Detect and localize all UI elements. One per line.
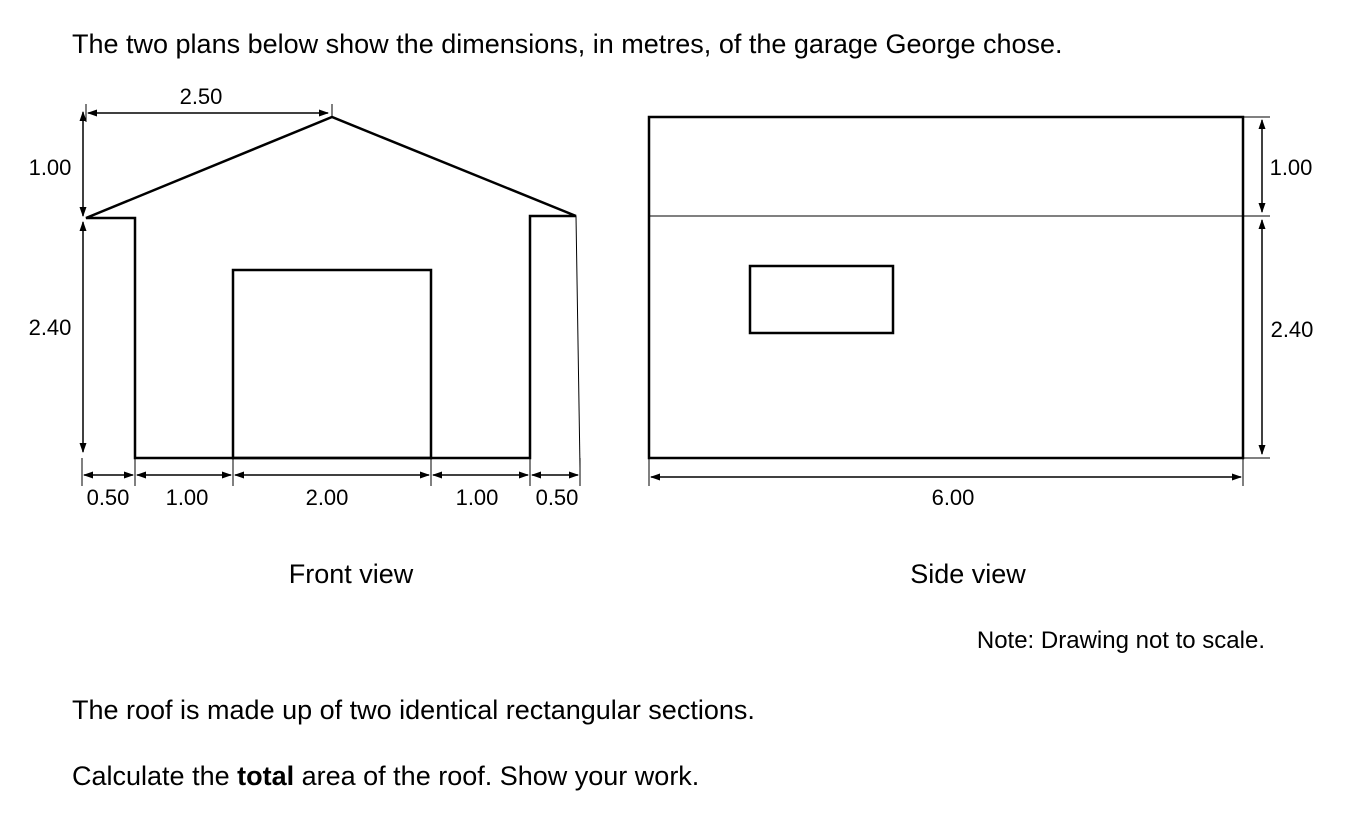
question-suffix: area of the roof. Show your work. [294, 761, 700, 791]
side-view-caption: Side view [910, 559, 1026, 589]
label-bottom-1: 0.50 [86, 485, 130, 510]
question-prefix: Calculate the [72, 761, 238, 791]
side-extension-lines [649, 117, 1270, 486]
label-front-roof-height: 1.00 [28, 155, 72, 180]
side-view-outline [649, 117, 1243, 458]
label-bottom-5: 0.50 [535, 485, 579, 510]
label-bottom-4: 1.00 [455, 485, 499, 510]
label-bottom-2: 1.00 [165, 485, 209, 510]
scale-note: Note: Drawing not to scale. [976, 627, 1265, 654]
roof-sentence: The roof is made up of two identical rectangular sections. [72, 695, 755, 725]
question-text [72, 760, 699, 792]
front-view [29, 84, 580, 589]
label-roof-half-width: 2.50 [179, 84, 223, 109]
front-view-caption: Front view [288, 559, 414, 589]
front-extension-lines [82, 104, 580, 486]
label-side-wall-height: 2.40 [1270, 317, 1314, 342]
side-view [649, 117, 1313, 589]
label-front-wall-height: 2.40 [28, 315, 72, 340]
front-view-outline [86, 117, 576, 458]
intro-text: The two plans below show the dimensions, in metres, of the garage George chose. [72, 29, 1063, 59]
garage-door [233, 270, 431, 458]
side-window [750, 266, 893, 333]
label-side-length: 6.00 [931, 485, 975, 510]
question-emphasis: total [237, 761, 295, 791]
label-side-roof-height: 1.00 [1269, 155, 1313, 180]
label-bottom-3: 2.00 [305, 485, 349, 510]
